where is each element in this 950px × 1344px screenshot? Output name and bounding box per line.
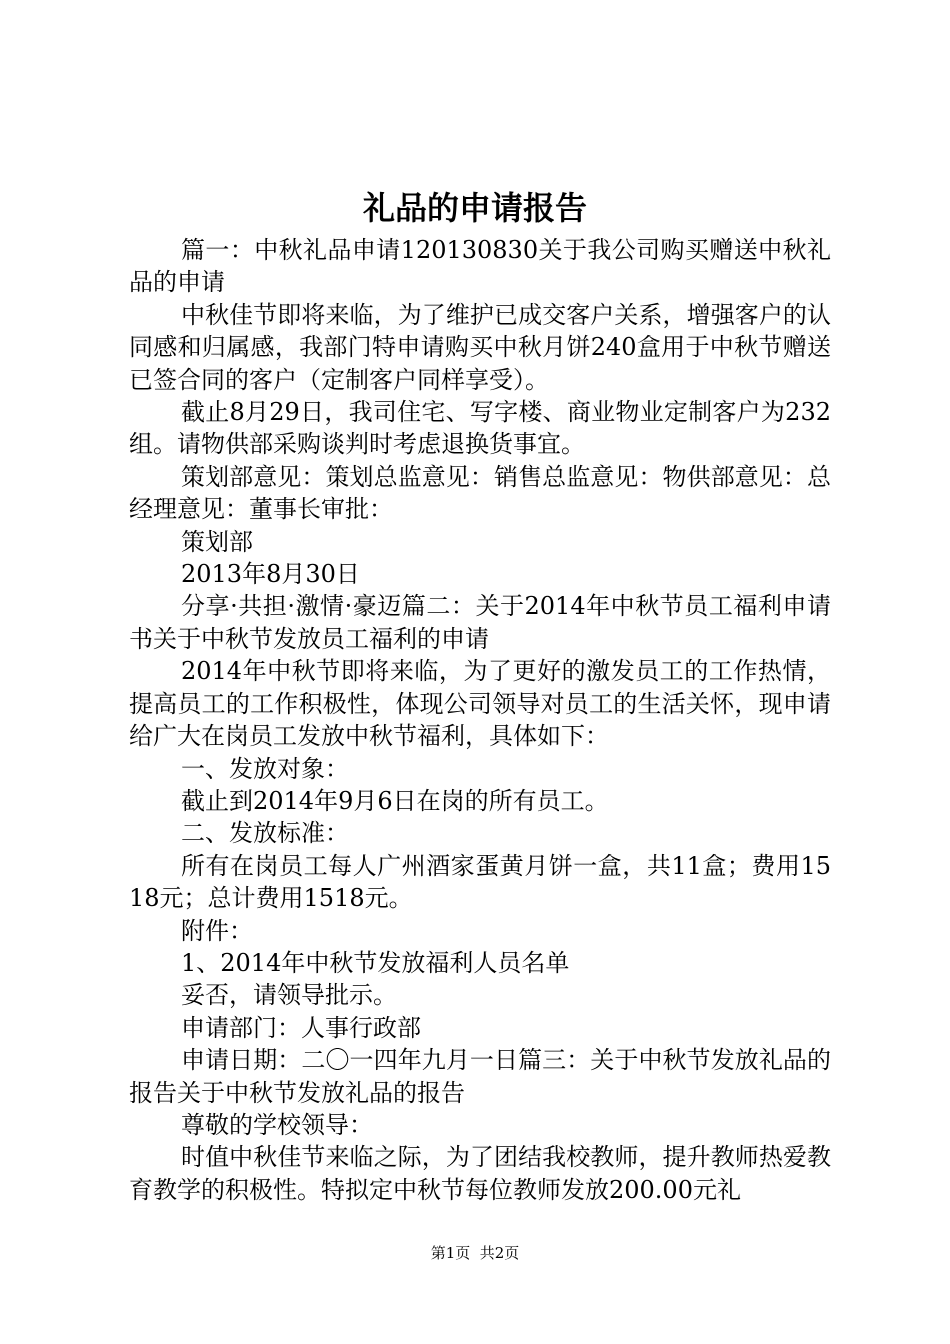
- paragraph: 所有在岗员工每人广州酒家蛋黄月饼一盒，共11盒；费用1518元；总计费用1518元。: [129, 851, 831, 913]
- paragraph: 策划部: [181, 527, 253, 556]
- paragraph: 1、2014年中秋节发放福利人员名单: [181, 948, 570, 977]
- paragraph: 分享·共担·激情·豪迈篇二：关于2014年中秋节员工福利申请书关于中秋节发放员工福利的申请: [129, 592, 831, 653]
- paragraph: 时值中秋佳节来临之际，为了团结我校教师，提升教师热爱教育教学的积极性。特拟定中秋节每位教师发放200.00元礼: [129, 1143, 831, 1204]
- paragraph: 篇一：中秋礼品申请120130830关于我公司购买赠送中秋礼品的申请: [129, 236, 831, 297]
- paragraph: 附件：: [181, 916, 253, 945]
- paragraph: 一、发放对象：: [181, 754, 349, 783]
- paragraph: 中秋佳节即将来临，为了维护已成交客户关系，增强客户的认同感和归属感，我部门特申请购买中秋月饼240盒用于中秋节赠送已签合同的客户（定制客户同样享受）。: [129, 300, 831, 394]
- paragraph: 尊敬的学校领导：: [181, 1110, 373, 1139]
- paragraph: 策划部意见：策划总监意见：销售总监意见：物供部意见：总经理意见：董事长审批：: [129, 462, 831, 524]
- paragraph: 截止到2014年9月6日在岗的所有员工。: [181, 786, 609, 815]
- document-title: 礼品的申请报告: [362, 189, 587, 227]
- paragraph: 2013年8月30日: [181, 560, 360, 589]
- page-footer: 第1页 共2页: [430, 1244, 520, 1262]
- paragraph: 截止8月29日，我司住宅、写字楼、商业物业定制客户为232组。请物供部采购谈判时考虑退换货事宜。: [129, 398, 831, 459]
- document-body: [129, 234, 831, 1206]
- paragraph: 二、发放标准：: [181, 819, 349, 848]
- paragraph: 2014年中秋节即将来临，为了更好的激发员工的工作热情，提高员工的工作积极性，体现公司领导对员工的生活关怀，现申请给广大在岗员工发放中秋节福利，具体如下：: [129, 657, 831, 751]
- paragraph: 申请日期：二〇一四年九月一日篇三：关于中秋节发放礼品的报告关于中秋节发放礼品的报告: [129, 1046, 831, 1107]
- paragraph: 妥否，请领导批示。: [181, 981, 397, 1010]
- paragraph: 申请部门：人事行政部: [181, 1013, 421, 1042]
